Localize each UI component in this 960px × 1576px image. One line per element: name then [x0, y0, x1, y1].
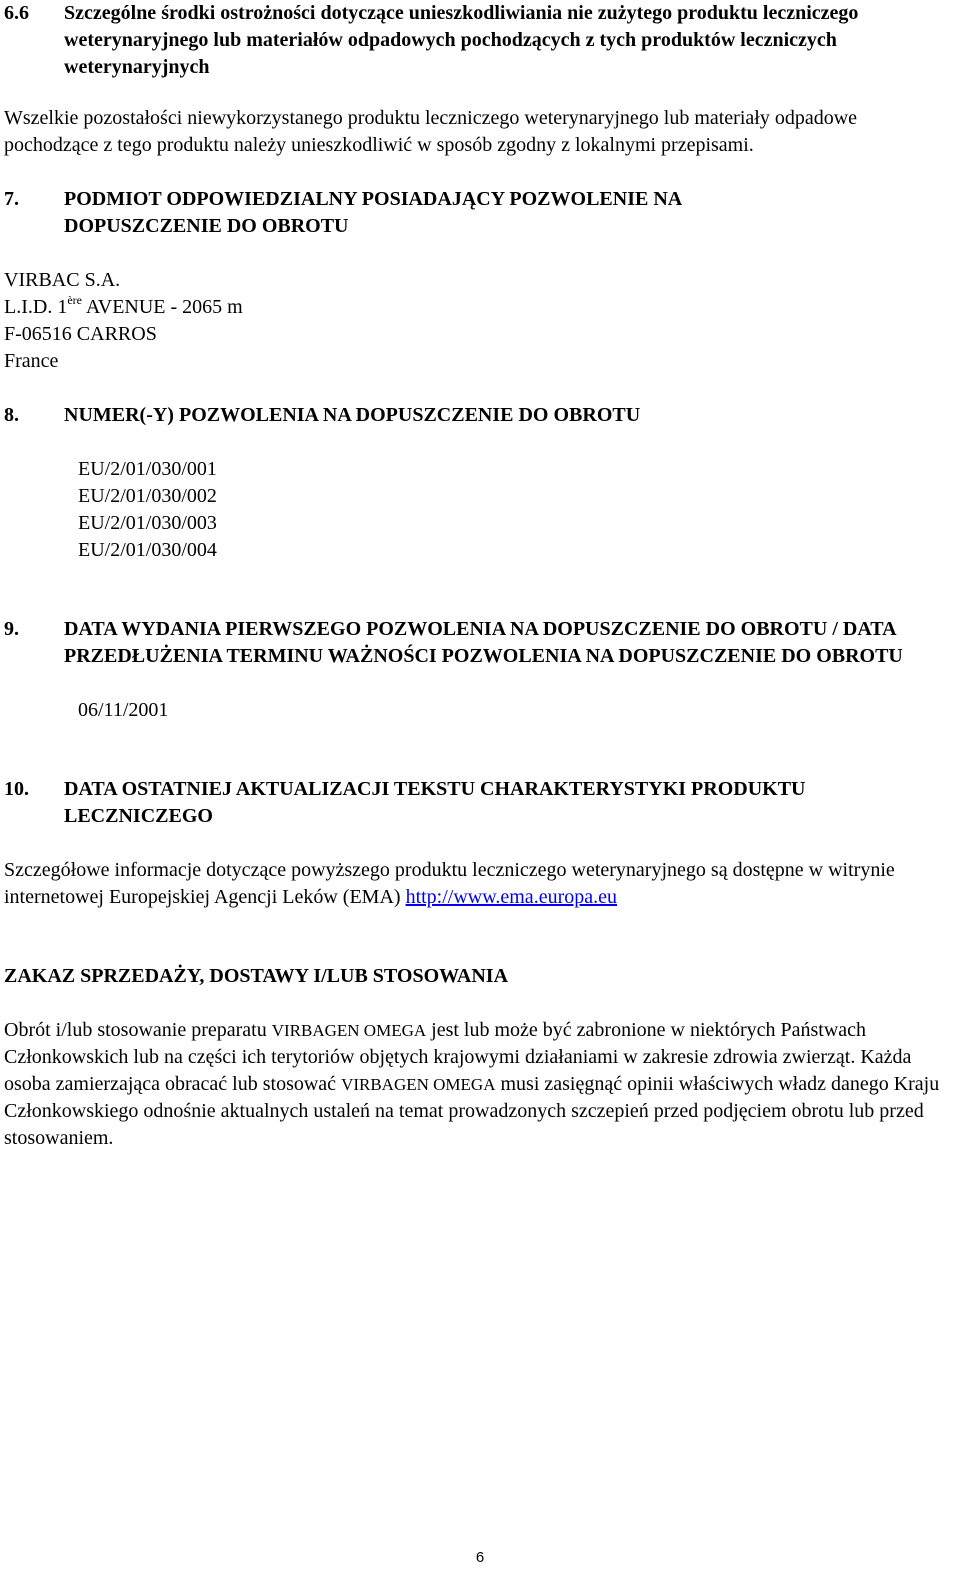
section-10: [4, 776, 954, 911]
section-title: DATA OSTATNIEJ AKTUALIZACJI TEKSTU CHARAKTERYSTYKI PRODUKTU LECZNICZEGO: [64, 778, 806, 827]
section-8: [4, 402, 954, 564]
section-10-text: Szczegółowe informacje dotyczące powyższego produktu leczniczego weterynaryjnego są dostępne w witrynie internetowej Europejskiej Agencji Leków (EMA): [4, 859, 895, 908]
section-number: 8.: [4, 404, 19, 426]
page-number: 6: [475, 1549, 485, 1566]
section-9-heading: [4, 616, 954, 670]
document-page: [4, 0, 954, 1152]
section-title: PODMIOT ODPOWIEDZIALNY POSIADAJĄCY POZWOLENIE NA DOPUSZCZENIE DO OBROTU: [64, 188, 682, 237]
section-6-6-body: Wszelkie pozostałości niewykorzystanego produktu leczniczego weterynaryjnego lub materiały odpadowe pochodzące z tego produktu należy unieszkodliwić w sposób zgodny z lokalnymi przepisami.: [4, 107, 858, 156]
section-number: 9.: [4, 618, 19, 640]
section-8-heading: [4, 402, 954, 429]
section-number: 10.: [4, 778, 29, 800]
ban-text-1: Obrót i/lub stosowanie preparatu: [4, 1019, 272, 1041]
ema-link[interactable]: http://www.ema.europa.eu: [405, 886, 617, 908]
product-name: VIRBAGEN OMEGA: [271, 1021, 427, 1040]
section-7-heading: [4, 186, 954, 240]
authorisation-number: EU/2/01/030/004: [78, 539, 217, 561]
ban-title: ZAKAZ SPRZEDAŻY, DOSTAWY I/LUB STOSOWANIA: [4, 965, 509, 987]
holder-country: France: [4, 350, 59, 372]
ban-text-2: jest lub może być zabronione w niektórych Państwach Członkowskich lub na części ich terytoriów objętych krajowymi działaniami w zakresie zdrowia zwierząt. Każda osoba zamierzająca obracać lub stosować: [4, 1019, 912, 1095]
holder-street: [4, 294, 954, 321]
holder-city: F-06516 CARROS: [4, 323, 157, 345]
authorisation-number: EU/2/01/030/001: [78, 458, 217, 480]
authorisation-numbers: [4, 456, 954, 564]
holder-address: [4, 267, 954, 375]
ban-text-3: musi zasięgnąć opinii właściwych władz danego Kraju Członkowskiego odnośnie aktualnych ustaleń na temat prowadzonych szczepień przed podjęciem obrotu lub przed stosowaniem.: [4, 1073, 940, 1149]
ban-body: [4, 1017, 954, 1152]
section-9: [4, 616, 954, 724]
section-6-6-heading: [4, 0, 954, 81]
street-pre: L.I.D. 1: [4, 296, 68, 318]
section-7: [4, 186, 954, 375]
ban-section: [4, 963, 954, 1152]
authorisation-number: EU/2/01/030/002: [78, 485, 217, 507]
section-6-6: [4, 0, 954, 159]
section-title: Szczególne środki ostrożności dotyczące unieszkodliwiania nie zużytego produktu leczniczego weterynaryjnego lub materiałów odpadowych pochodzących z tych produktów leczniczych weterynaryjnych: [64, 2, 859, 78]
section-title: DATA WYDANIA PIERWSZEGO POZWOLENIA NA DOPUSZCZENIE DO OBROTU / DATA PRZEDŁUŻENIA TERMINU WAŻNOŚCI POZWOLENIA NA DOPUSZCZENIE DO OBROTU: [64, 618, 903, 667]
authorisation-number: EU/2/01/030/003: [78, 512, 217, 534]
street-sup: ère: [67, 293, 82, 307]
authorisation-date: 06/11/2001: [78, 699, 169, 721]
street-post: AVENUE - 2065 m: [81, 296, 243, 318]
section-number: 7.: [4, 188, 19, 210]
section-number: 6.6: [4, 2, 29, 24]
section-10-heading: [4, 776, 954, 830]
section-title: NUMER(-Y) POZWOLENIA NA DOPUSZCZENIE DO OBROTU: [64, 404, 641, 426]
section-10-body: [4, 857, 954, 911]
holder-company: VIRBAC S.A.: [4, 269, 121, 291]
product-name: VIRBAGEN OMEGA: [341, 1075, 496, 1094]
